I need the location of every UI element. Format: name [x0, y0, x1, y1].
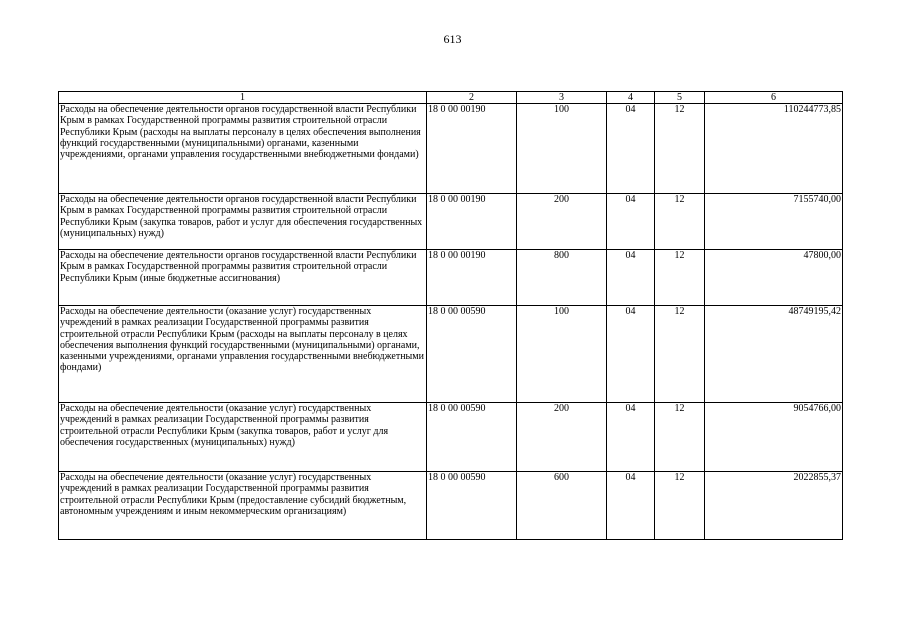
- row-subsection: 12: [655, 250, 705, 306]
- table-header-row: [59, 92, 843, 104]
- table-row: [59, 472, 843, 540]
- row-subsection: 12: [655, 403, 705, 472]
- table-row: [59, 306, 843, 403]
- row-description: Расходы на обеспечение деятельности (оказание услуг) государственных учреждений в рамках реализации Государственной программы развития строительной отрасли Республики Крым (предоставление субсидий бюджетным, автономным учреждениям и иным некоммерческим организациям): [59, 472, 427, 540]
- row-amount: 110244773,85: [705, 104, 843, 194]
- column-header-1: 1: [59, 92, 427, 104]
- row-description: Расходы на обеспечение деятельности органов государственной власти Республики Крым в рамках Государственной программы развития строительной отрасли Республики Крым (закупка товаров, работ и услуг для обеспечения государственных (муниципальных) нужд): [59, 194, 427, 250]
- column-header-2: 2: [427, 92, 517, 104]
- column-header-5: 5: [655, 92, 705, 104]
- row-expense-type: 200: [517, 194, 607, 250]
- row-amount: 9054766,00: [705, 403, 843, 472]
- row-amount: 7155740,00: [705, 194, 843, 250]
- row-section: 04: [607, 306, 655, 403]
- row-section: 04: [607, 403, 655, 472]
- row-description: Расходы на обеспечение деятельности (оказание услуг) государственных учреждений в рамках реализации Государственной программы развития строительной отрасли Республики Крым (расходы на выплаты персоналу в целях обеспечения выполнения функций государственными (муниципальными) органами, казенными учреждениями, органами управления государственными внебюджетными фондами): [59, 306, 427, 403]
- table-row: [59, 403, 843, 472]
- row-expense-type: 600: [517, 472, 607, 540]
- row-subsection: 12: [655, 472, 705, 540]
- row-amount: 48749195,42: [705, 306, 843, 403]
- table-row: [59, 194, 843, 250]
- row-section: 04: [607, 472, 655, 540]
- row-target-code: 18 0 00 00590: [427, 306, 517, 403]
- row-section: 04: [607, 104, 655, 194]
- budget-table: [58, 91, 843, 540]
- row-expense-type: 100: [517, 306, 607, 403]
- row-section: 04: [607, 250, 655, 306]
- column-header-3: 3: [517, 92, 607, 104]
- row-target-code: 18 0 00 00190: [427, 194, 517, 250]
- row-description: Расходы на обеспечение деятельности органов государственной власти Республики Крым в рамках Государственной программы развития строительной отрасли Республики Крым (иные бюджетные ассигнования): [59, 250, 427, 306]
- row-subsection: 12: [655, 104, 705, 194]
- row-expense-type: 200: [517, 403, 607, 472]
- table-row: [59, 250, 843, 306]
- row-target-code: 18 0 00 00190: [427, 250, 517, 306]
- row-target-code: 18 0 00 00590: [427, 403, 517, 472]
- row-description: Расходы на обеспечение деятельности органов государственной власти Республики Крым в рамках Государственной программы развития строительной отрасли Республики Крым (расходы на выплаты персоналу в целях обеспечения выполнения функций государственными (муниципальными) органами, казенными учреждениями, органами управления государственными внебюджетными фондами): [59, 104, 427, 194]
- page-number: 613: [443, 32, 462, 46]
- column-header-4: 4: [607, 92, 655, 104]
- table-row: [59, 104, 843, 194]
- row-expense-type: 100: [517, 104, 607, 194]
- row-section: 04: [607, 194, 655, 250]
- row-subsection: 12: [655, 306, 705, 403]
- row-amount: 2022855,37: [705, 472, 843, 540]
- row-target-code: 18 0 00 00190: [427, 104, 517, 194]
- row-amount: 47800,00: [705, 250, 843, 306]
- row-expense-type: 800: [517, 250, 607, 306]
- row-subsection: 12: [655, 194, 705, 250]
- column-header-6: 6: [705, 92, 843, 104]
- row-description: Расходы на обеспечение деятельности (оказание услуг) государственных учреждений в рамках реализации Государственной программы развития строительной отрасли Республики Крым (закупка товаров, работ и услуг для обеспечения государственных (муниципальных) нужд): [59, 403, 427, 472]
- row-target-code: 18 0 00 00590: [427, 472, 517, 540]
